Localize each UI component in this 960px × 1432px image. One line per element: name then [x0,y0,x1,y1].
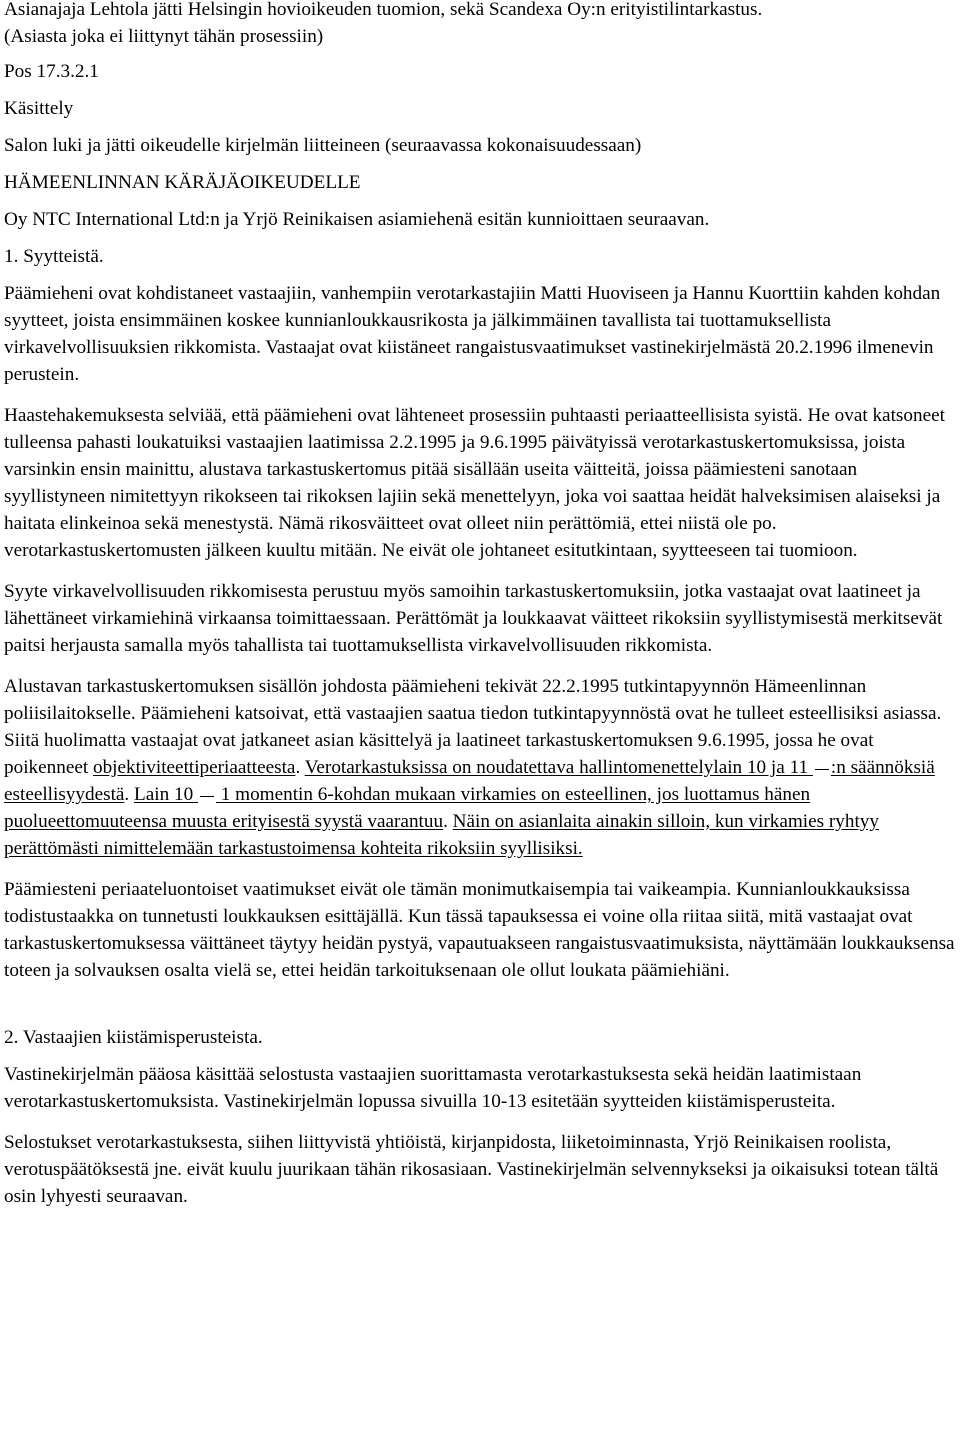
underlined-phrase-2b: :n säännöksiä esteellisyydestä [4,757,935,805]
separator-3: . [443,811,453,832]
paragraph-4-plain: Alustavan tarkastuskertomuksen sisällön johdosta päämieheni tekivät 22.2.1995 tutkintapyynnön Hämeenlinnan poliisilaitokselle. Päämieheni katsoivat, että vastaajien saatua tiedon tutkintapyynnöstä ovat he tulleet esteellisiksi asiassa. Siitä huolimatta vastaajat ovat jatkaneet asian käsittelyä ja laatineet tarkastuskertomuksen 9.6.1995, jossa he ovat poikenneet [4,676,942,778]
paragraph-3: Syyte virkavelvollisuuden rikkomisesta perustuu myös samoihin tarkastuskertomuksiin, jotka vastaajat ovat laatineet ja lähettäneet virkamiehinä virkaansa toimittaessaan. Perättömät ja loukkaavat väitteet rikoksiin syyllistymisestä merkitsevät paitsi herjausta samalla myös tahallista tai tuottamuksellista virkavelvollisuuden rikkomista. [4,581,943,656]
separator-1: . [295,757,305,778]
kasittely-heading: Käsittely [4,98,74,119]
addressee-heading: HÄMEENLINNAN KÄRÄJÄOIKEUDELLE [4,172,361,193]
underlined-phrase-4: Näin on asianlaita ainakin silloin, kun virkamies ryhtyy perättömästi nimittelemään tarkastustoimensa kohteita rikoksiin syyllisiksi. [4,811,879,859]
pos-reference: Pos 17.3.2.1 [4,61,99,82]
paragraph-7: Selostukset verotarkastuksesta, siihen liittyvistä yhtiöistä, kirjanpidosta, liiketoiminnasta, Yrjö Reinikaisen roolista, verotuspäätöksestä jne. eivät kuulu juurikaan tähän rikosasiaan. Vastinekirjelmän selvennykseksi ja oikaisuksi totean tältä osin lyhyesti seuraavan. [4,1132,939,1207]
paragraph-2: Haastehakemuksesta selviää, että päämieheni ovat lähteneet prosessiin puhtaasti periaatteellisista syistä. He ovat katsoneet tulleensa pahasti loukatuiksi vastaajien laatimissa 2.2.1995 ja 9.6.1995 päivätyissä verotarkastuskertomuksissa, joista varsinkin ensin mainittu, alustava tarkastuskertomus pitää sisällään useita väitteitä, joissa päämiesteni sanotaan syyllistyneen nimitettyyn rikokseen tai rikoksen lajiin sekä menettelyyn, joka voi saattaa heidät halveksimisen alaiseksi ja haitata elinkeinoa sekä menestystä. Nämä rikosväitteet ovat olleet niin perättömiä, ettei niistä ole po. verotarkastuskertomusten jälkeen kuultu mitään. Ne eivät ole johtaneet esitutkintaan, syytteeseen tai tuomioon. [4,405,945,561]
section-sign-2 [200,795,214,797]
section-sign-1 [815,768,829,770]
section-2-title: 2. Vastaajien kiistämisperusteista. [4,1027,263,1048]
underlined-phrase-1: objektiviteettiperiaatteesta [92,757,296,778]
underlined-phrase-3b: 1 momentin 6-kohdan mukaan virkamies on esteellinen, jos luottamus hänen puolueettomuuteensa muusta erityisestä syystä vaarantuu [4,784,811,832]
paragraph-4 [4,673,960,862]
separator-2: . [124,784,135,805]
paragraph-5: Päämiesteni periaateluontoiset vaatimukset eivät ole tämän monimutkaisempia tai vaikeampia. Kunnianloukkauksissa todistustaakka on tunnetusti loukkauksen esittäjällä. Kun tässä tapauksessa ei voine olla riitaa siitä, mitä vastaajat ovat tarkastuskertomuksessa väittäneet täytyy heidän pystyä, vapautuakseen rangaistusvaatimuksista, näyttämään loukkauksensa toteen ja solvauksen osalta vielä se, ettei heidän tarkoituksenaan ole ollut loukata päämiehiäni. [4,879,955,981]
header-paragraph [4,0,960,50]
header-line-2: (Asiasta joka ei liittynyt tähän prosessiin) [4,26,324,47]
underlined-phrase-2a: Verotarkastuksissa on noudatettava hallintomenettelylain 10 ja 11 [304,757,809,778]
intro-line: Salon luki ja jätti oikeudelle kirjelmän liitteineen (seuraavassa kokonaisuudessaan) [4,135,642,156]
header-line-1: Asianajaja Lehtola jätti Helsingin hovioikeuden tuomion, sekä Scandexa Oy:n erityistilintarkastus. [4,0,763,20]
paragraph-1: Päämieheni ovat kohdistaneet vastaajiin, vanhempiin verotarkastajiin Matti Huoviseen ja Hannu Kuorttiin kahden kohdan syytteet, joista ensimmäinen koskee kunnianloukkausrikosta ja jälkimmäinen tavallista tai tuottamuksellista virkavelvollisuuksien rikkomista. Vastaajat ovat kiistäneet rangaistusvaatimukset vastinekirjelmästä 20.2.1996 ilmenevin perustein. [4,283,941,385]
section-1-title: 1. Syytteistä. [4,246,104,267]
opening-line: Oy NTC International Ltd:n ja Yrjö Reinikaisen asiamiehenä esitän kunnioittaen seuraavan. [4,209,710,230]
underlined-phrase-3a: Lain 10 [134,784,194,805]
paragraph-6: Vastinekirjelmän pääosa käsittää selostusta vastaajien suorittamasta verotarkastuksesta sekä heidän laatimistaan verotarkastuskertomuksista. Vastinekirjelmän lopussa sivuilla 10-13 esitetään syytteiden kiistämisperusteita. [4,1064,862,1112]
